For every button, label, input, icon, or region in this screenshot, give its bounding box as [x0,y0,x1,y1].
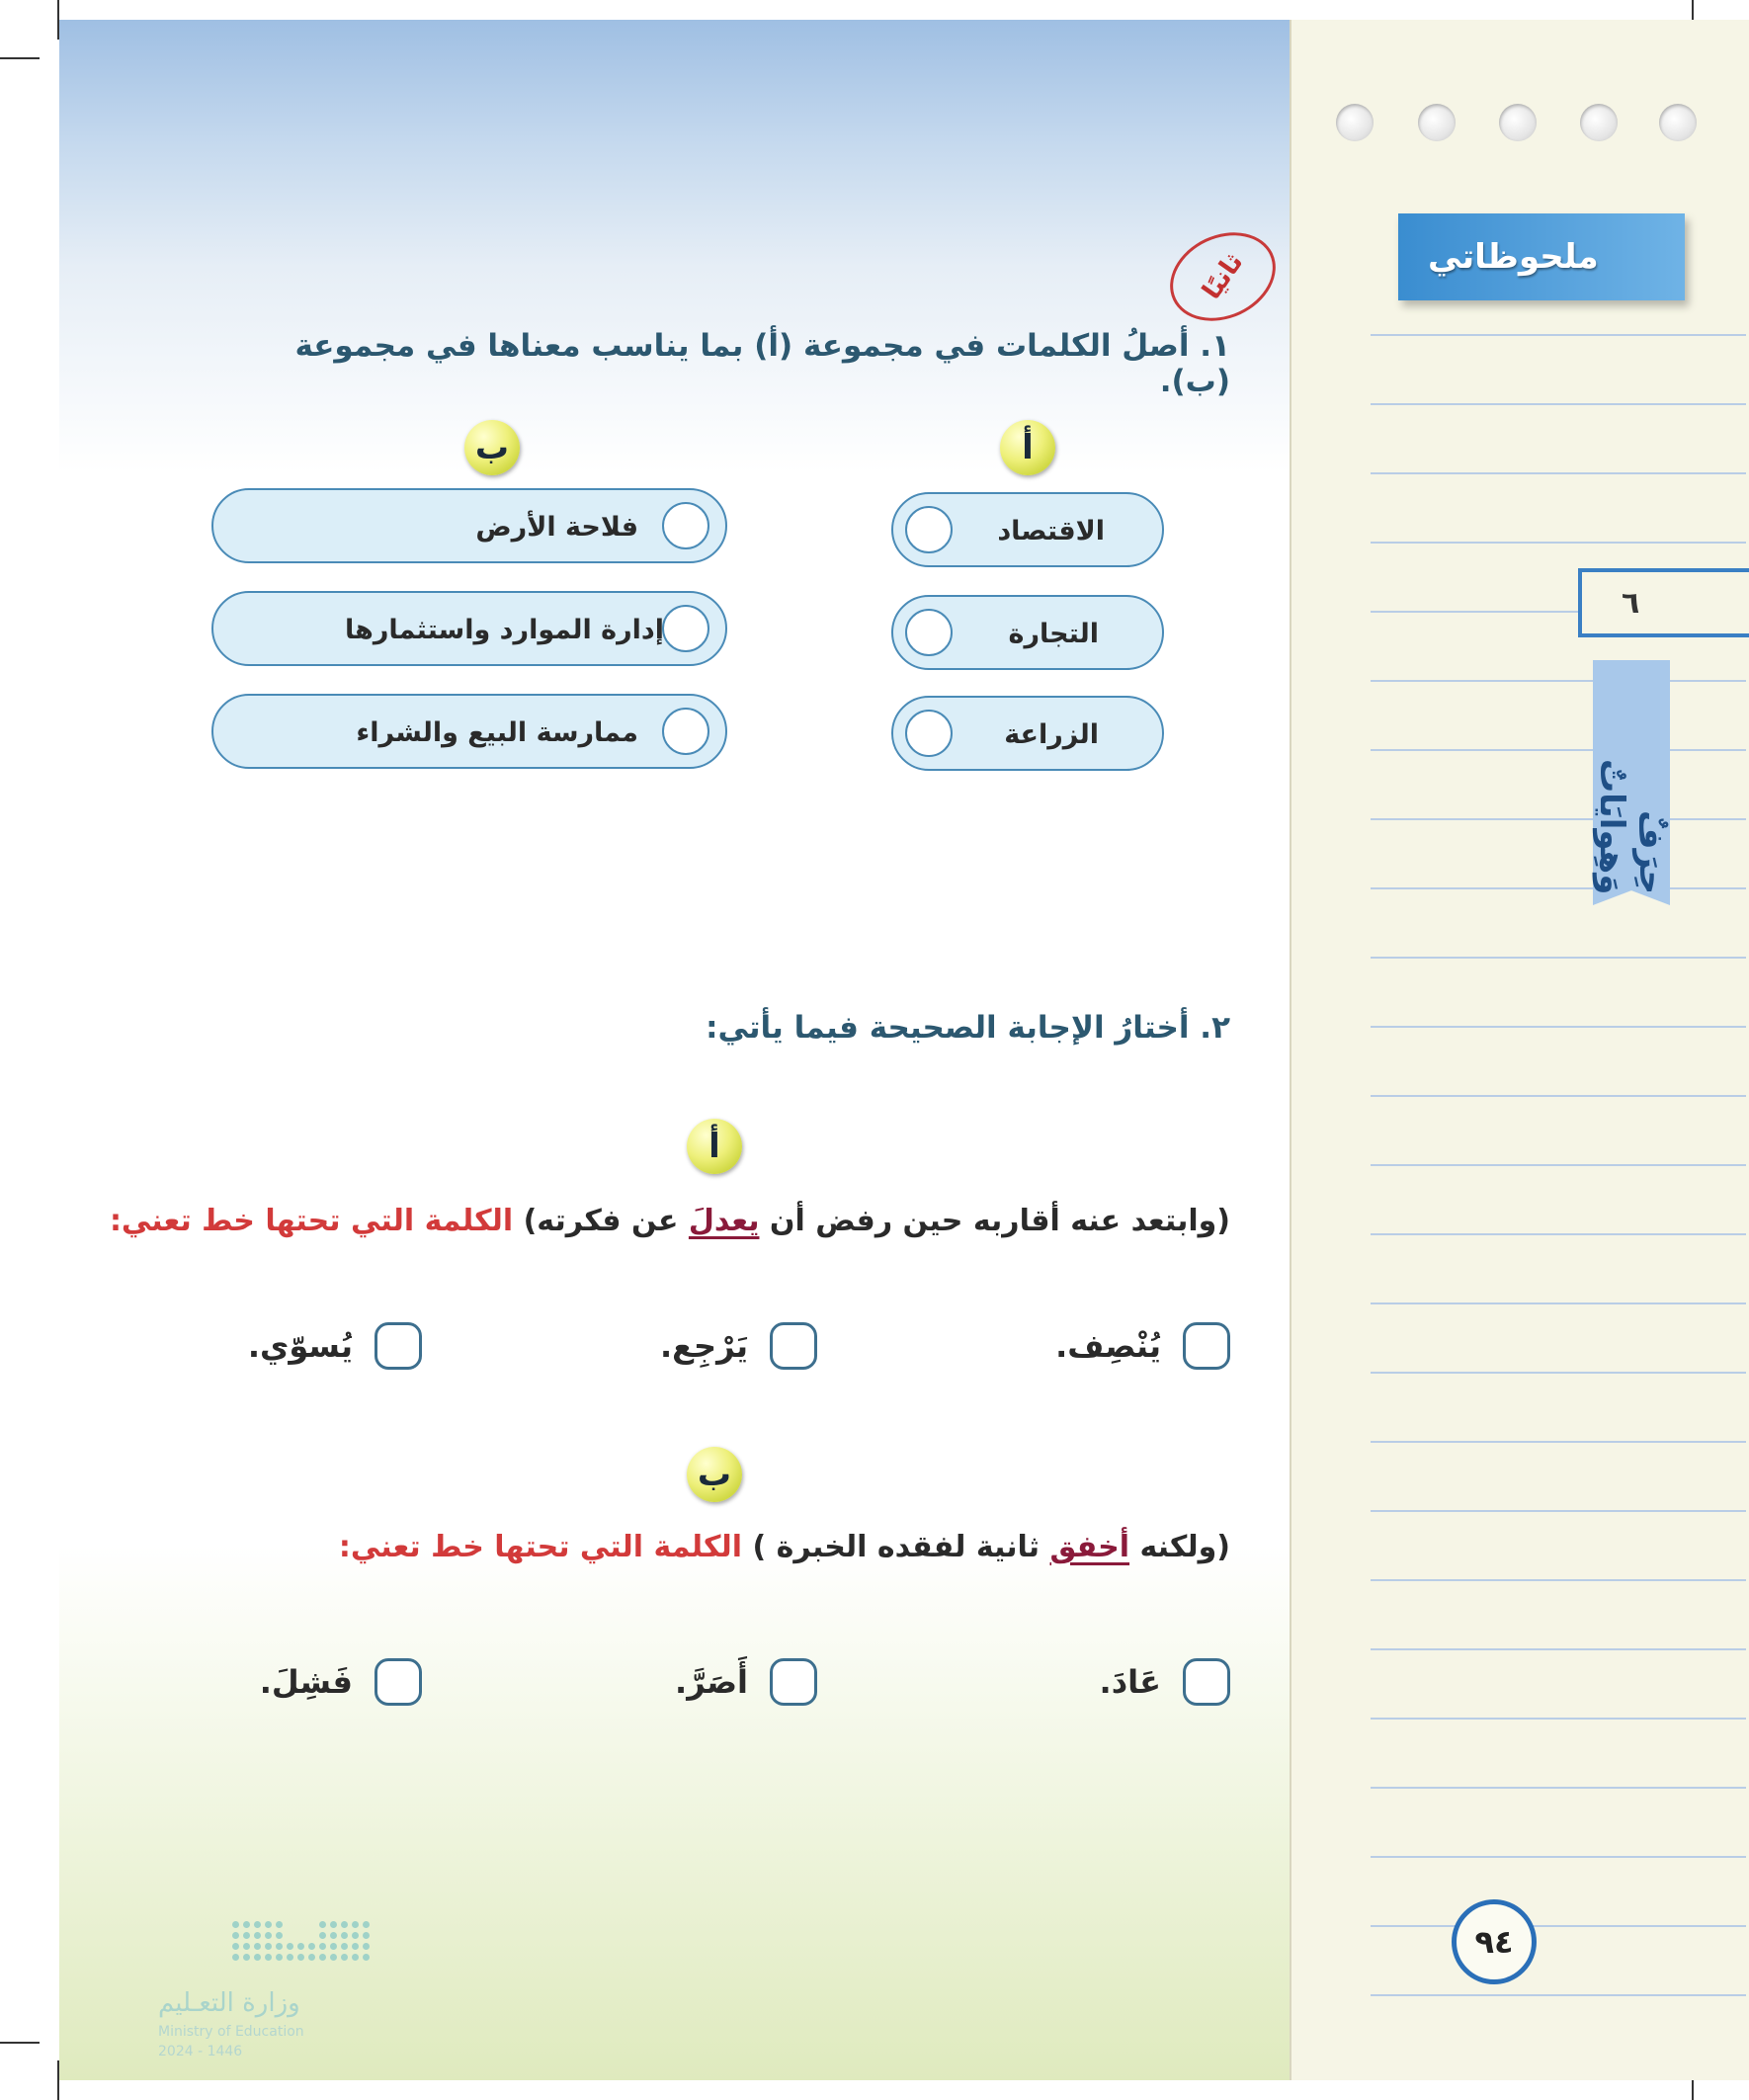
answer-checkbox[interactable] [770,1322,817,1370]
logo-dot [265,1932,272,1939]
group-b-item-label: فلاحة الأرض [475,512,638,543]
section-stamp-label: ثانيًا [1196,248,1250,305]
logo-dot [265,1954,272,1961]
notes-panel [1290,20,1749,2080]
notebook-rule [1371,1579,1746,1581]
notebook-rule [1371,334,1746,336]
notebook-rule [1371,957,1746,959]
notes-tab [1398,213,1685,300]
notebook-rule [1371,403,1746,405]
logo-dot [243,1943,250,1950]
match-dot[interactable] [905,506,953,553]
answer-label: يُنْصِف. [1055,1327,1161,1365]
section-stamp [1155,215,1290,337]
notebook-rule [1371,1164,1746,1166]
part-b-sentence: (ولكنه أخفق ثانية لفقده الخبرة ) الكلمة التي تحتها خط تعني: [338,1530,1230,1564]
notebook-rule [1371,1233,1746,1235]
group-a-badge: أ [1000,420,1055,475]
binder-hole-icon [1659,104,1697,141]
logo-dot [254,1932,261,1939]
logo-dot [243,1954,250,1961]
logo-dot [319,1932,326,1939]
notebook-rule [1371,1925,1746,1927]
prompt-text: الكلمة التي تحتها خط تعني: [109,1204,524,1238]
match-dot[interactable] [905,710,953,757]
logo-dot [232,1954,239,1961]
match-dot[interactable] [662,605,709,652]
binder-hole-icon [1336,104,1374,141]
logo-dot [363,1932,370,1939]
answer-option[interactable] [660,1316,817,1376]
logo-dot [319,1943,326,1950]
logo-dot [254,1954,261,1961]
notebook-rule [1371,1095,1746,1097]
answer-label: يَرْجِع. [660,1327,748,1365]
logo-dot [287,1954,293,1961]
logo-dot [232,1932,239,1939]
answer-label: يُسوّي. [247,1327,353,1365]
logo-dot [319,1954,326,1961]
logo-dot [330,1943,337,1950]
page-number: ٩٤ [1452,1899,1537,1984]
logo-dot [265,1943,272,1950]
answer-label: عَادَ. [1099,1663,1161,1701]
part-b-badge: ب [687,1447,742,1502]
logo-dot [276,1943,283,1950]
logo-dot [265,1921,272,1928]
answer-option[interactable] [1055,1316,1230,1376]
logo-dot [243,1932,250,1939]
logo-dot [363,1921,370,1928]
question-2-text: ٢. أختارُ الإجابة الصحيحة فيما يأتي: [706,1010,1230,1046]
notebook-rule [1371,1994,1746,1996]
ministry-year: 2024 - 1446 [158,2044,243,2059]
logo-dot [287,1943,293,1950]
answer-option[interactable] [1100,1652,1230,1712]
question-1-text: ١. أصلُ الكلمات في مجموعة (أ) بما يناسب معناها في مجموعة (ب). [294,328,1230,399]
part-a-badge: أ [687,1119,742,1174]
group-b-badge: ب [464,420,520,475]
logo-dot [352,1932,359,1939]
logo-dot [297,1954,304,1961]
logo-dot [352,1943,359,1950]
logo-dot [254,1921,261,1928]
group-b-item-label: إدارة الموارد واستثمارها [345,615,664,645]
group-a-item-label: الزراعة [1004,719,1099,750]
logo-dot [363,1954,370,1961]
notebook-rule [1371,1510,1746,1512]
prompt-text: الكلمة التي تحتها خط تعني: [338,1530,753,1564]
ministry-name-ar: وزارة التعـليم [158,1988,300,2018]
unit-number-box [1578,568,1749,637]
logo-dot [276,1932,283,1939]
ministry-logo [158,1917,385,2065]
notebook-rule [1371,887,1746,889]
answer-checkbox[interactable] [375,1322,422,1370]
logo-dot [276,1954,283,1961]
logo-dot [232,1943,239,1950]
logo-dot [297,1943,304,1950]
notebook-rule [1371,680,1746,682]
notebook-rule [1371,1856,1746,1858]
logo-dot [232,1921,239,1928]
logo-dot [319,1921,326,1928]
notebook-rule [1371,1648,1746,1650]
notebook-rule [1371,1372,1746,1374]
notebook-rule [1371,472,1746,474]
unit-title: حِرَفٌ وَهِوايَاتٌ [1592,758,1671,894]
logo-dot [341,1943,348,1950]
answer-checkbox[interactable] [1183,1658,1230,1706]
group-a-item-label: الاقتصاد [997,516,1105,546]
target-word: أخفق [1049,1530,1130,1564]
notes-tab-label: ملحوظاتي [1428,237,1599,277]
answer-label: أَصَرَّ. [675,1663,748,1701]
logo-dot [254,1943,261,1950]
part-a-sentence: (وابتعد عنه أقاربه حين رفض أن يعدلَ عن فكرته) الكلمة التي تحتها خط تعني: [109,1204,1230,1238]
main-content [59,20,1290,2080]
group-b-item[interactable] [211,694,727,769]
notebook-rule [1371,1026,1746,1028]
crop-mark [0,57,40,59]
group-a-item-label: التجارة [1008,619,1099,649]
group-a-item[interactable] [891,696,1164,771]
group-a-item[interactable] [891,492,1164,567]
logo-dot [352,1954,359,1961]
binder-hole-icon [1580,104,1618,141]
answer-option[interactable] [260,1652,422,1712]
logo-dot [363,1943,370,1950]
logo-dot [352,1921,359,1928]
answer-checkbox[interactable] [375,1658,422,1706]
binder-hole-icon [1499,104,1537,141]
logo-dot [341,1932,348,1939]
match-dot[interactable] [905,609,953,656]
group-b-item-label: ممارسة البيع والشراء [356,717,638,748]
match-dot[interactable] [662,708,709,755]
answer-checkbox[interactable] [1183,1322,1230,1370]
logo-dot [330,1932,337,1939]
notebook-rule [1371,1302,1746,1304]
logo-dot [341,1954,348,1961]
logo-dot [308,1954,315,1961]
notebook-rule [1371,1718,1746,1720]
match-dot[interactable] [662,502,709,549]
logo-dot [308,1943,315,1950]
answer-checkbox[interactable] [770,1658,817,1706]
unit-number: ٦ [1622,585,1640,621]
answer-label: فَشِلَ. [259,1663,353,1701]
crop-mark [0,2042,40,2044]
target-word: يعدلَ [688,1204,760,1238]
logo-dot [243,1921,250,1928]
group-b-item[interactable] [211,591,727,666]
logo-dot [341,1921,348,1928]
notebook-rule [1371,1787,1746,1789]
logo-dot [276,1921,283,1928]
answer-option[interactable] [675,1652,817,1712]
answer-option[interactable] [248,1316,422,1376]
group-b-item[interactable] [211,488,727,563]
notebook-rule [1371,749,1746,751]
group-a-item[interactable] [891,595,1164,670]
binder-hole-icon [1418,104,1456,141]
notebook-rule [1371,818,1746,820]
notebook-rule [1371,542,1746,544]
ministry-name-en: Ministry of Education [158,2024,304,2040]
logo-dot [330,1921,337,1928]
notebook-rule [1371,1441,1746,1443]
logo-dot [330,1954,337,1961]
